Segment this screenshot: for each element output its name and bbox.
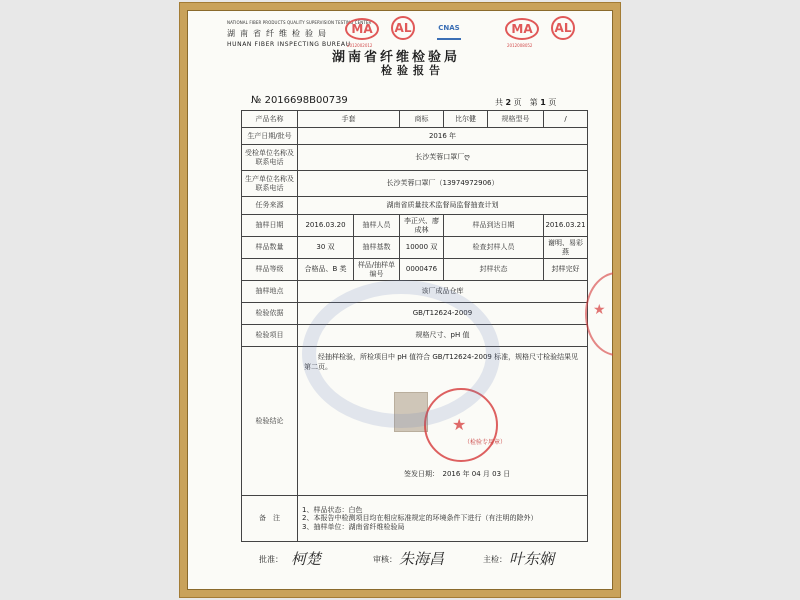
cal-logo-icon: AL [391,16,415,40]
main-inspector-label: 主检： [483,555,507,564]
page-number: 1 [540,98,546,107]
base: 10000 双 [400,237,444,259]
seal-star-icon: ★ [452,415,467,434]
cma-logo-icon-2: MA [505,18,539,40]
table-row [242,128,588,145]
sampling-date: 2016.03.20 [298,215,354,237]
conclusion-label: 检验结论 [242,347,298,496]
table-row [242,347,588,496]
cal-logo-icon-2: AL [551,16,575,40]
brand-label: 商标 [400,111,444,128]
remark-3: 3、抽样单位：湖南省纤维检验局 [302,522,405,531]
items: 规格尺寸、pH 值 [298,325,588,347]
model-value: / [544,111,588,128]
conclusion-wrap [304,352,581,492]
table-row [242,259,588,281]
task: 湖南省质量技术监督局监督抽查计划 [298,197,588,215]
table-row [242,496,588,542]
table-row [242,281,588,303]
total-suffix: 页 第 [513,98,538,107]
remark-1: 1、样品状态：白色 [302,506,363,515]
location-label: 抽样地点 [242,281,298,303]
table-row [242,215,588,237]
qty-label: 样品数量 [242,237,298,259]
red-seal-icon [424,388,498,462]
sampler-label: 抽样人员 [354,215,400,237]
logo-code-2: 2012008052 [507,43,533,48]
seal-state-label: 封样状态 [444,259,544,281]
inspected-unit-label: 受检单位名称及联系电话 [242,145,298,171]
prod-date-label: 生产日期/批号 [242,128,298,145]
table-row [242,237,588,259]
review-label: 审核： [373,555,397,564]
basis: GB/T12624-2009 [298,303,588,325]
approve-label: 批准： [259,555,283,564]
sample-no: 0000476 [400,259,444,281]
bureau-name-cn: 湖南省纤维检验局 [227,29,331,38]
seal-state: 封样完好 [544,259,588,281]
base-label: 抽样基数 [354,237,400,259]
product-name: 手套 [298,111,400,128]
sampler: 李正兴、廖成林 [400,215,444,237]
remarks-label: 备 注 [242,496,298,542]
model-label: 规格型号 [488,111,544,128]
remarks-cell [298,496,588,542]
brand-value: 比尔健 [444,111,488,128]
table-row [242,111,588,128]
arrival-label: 样品到达日期 [444,215,544,237]
task-label: 任务来源 [242,197,298,215]
sealer-label: 检查封样人员 [444,237,544,259]
basis-label: 检验依据 [242,303,298,325]
bureau-name-en: HUNAN FIBER INSPECTING BUREAU [227,41,351,48]
side-red-seal-icon [585,272,613,356]
table-row [242,171,588,197]
sampling-date-label: 抽样日期 [242,215,298,237]
review-signature: 朱海昌 [399,550,445,568]
page-title: 湖南省纤维检验局 [332,50,461,65]
cma-logo-icon: MA [345,18,379,40]
arrival-date: 2016.03.21 [544,215,588,237]
cnas-logo-icon: CNAS [437,18,461,40]
grade-label: 样品等级 [242,259,298,281]
logo-code-1: 2012002012 [347,43,373,48]
items-label: 检验项目 [242,325,298,347]
table-row [242,145,588,171]
report-number: № 2016698B00739 [251,95,348,106]
conclusion-text: 经抽样检验，所检项目中 pH 值符合 GB/T12624-2009 标准，规格尺寸检验结果见第二页。 [304,353,579,372]
product-name-label: 产品名称 [242,111,298,128]
prod-date: 2016 年 [298,128,588,145]
remark-2: 2、本报告中检测项目均在相应标准规定的环境条件下进行（有注明的除外） [302,514,538,523]
certificate-frame [180,3,620,597]
inspection-report-document [187,10,613,590]
report-subtitle: 检验报告 [381,64,445,77]
seal-text: （检验专用章） [464,439,507,446]
sealer: 谢明、易彩燕 [544,237,588,259]
table-row [242,197,588,215]
table-row [242,303,588,325]
side-seal-star-icon: ★ [593,302,606,318]
total-pages: 2 [505,98,512,107]
conclusion-cell [298,347,588,496]
header-small-text: NATIONAL FIBER PRODUCTS QUALITY SUPERVISION TESTING CENTER [227,20,372,25]
total-prefix: 共 [495,98,503,107]
sample-no-label: 样品/抽样单编号 [354,259,400,281]
sign-date: 签发日期： 2016 年 04 月 03 日 [404,470,511,478]
report-table [241,110,588,542]
qty: 30 双 [298,237,354,259]
producer-label: 生产单位名称及联系电话 [242,171,298,197]
table-row [242,325,588,347]
fabric-sample-swatch [394,392,428,432]
page-suffix: 页 [548,98,557,107]
producer: 长沙芙蓉口罩厂（13974972906） [298,171,588,197]
inspected-unit: 长沙芙蓉口罩厂ღ [298,145,588,171]
grade: 合格品、B 类 [298,259,354,281]
location: 该厂成品仓库 [298,281,588,303]
approve-signature: 柯楚 [291,550,322,568]
page-info [495,97,556,108]
main-inspector-signature: 叶东娴 [509,550,555,568]
